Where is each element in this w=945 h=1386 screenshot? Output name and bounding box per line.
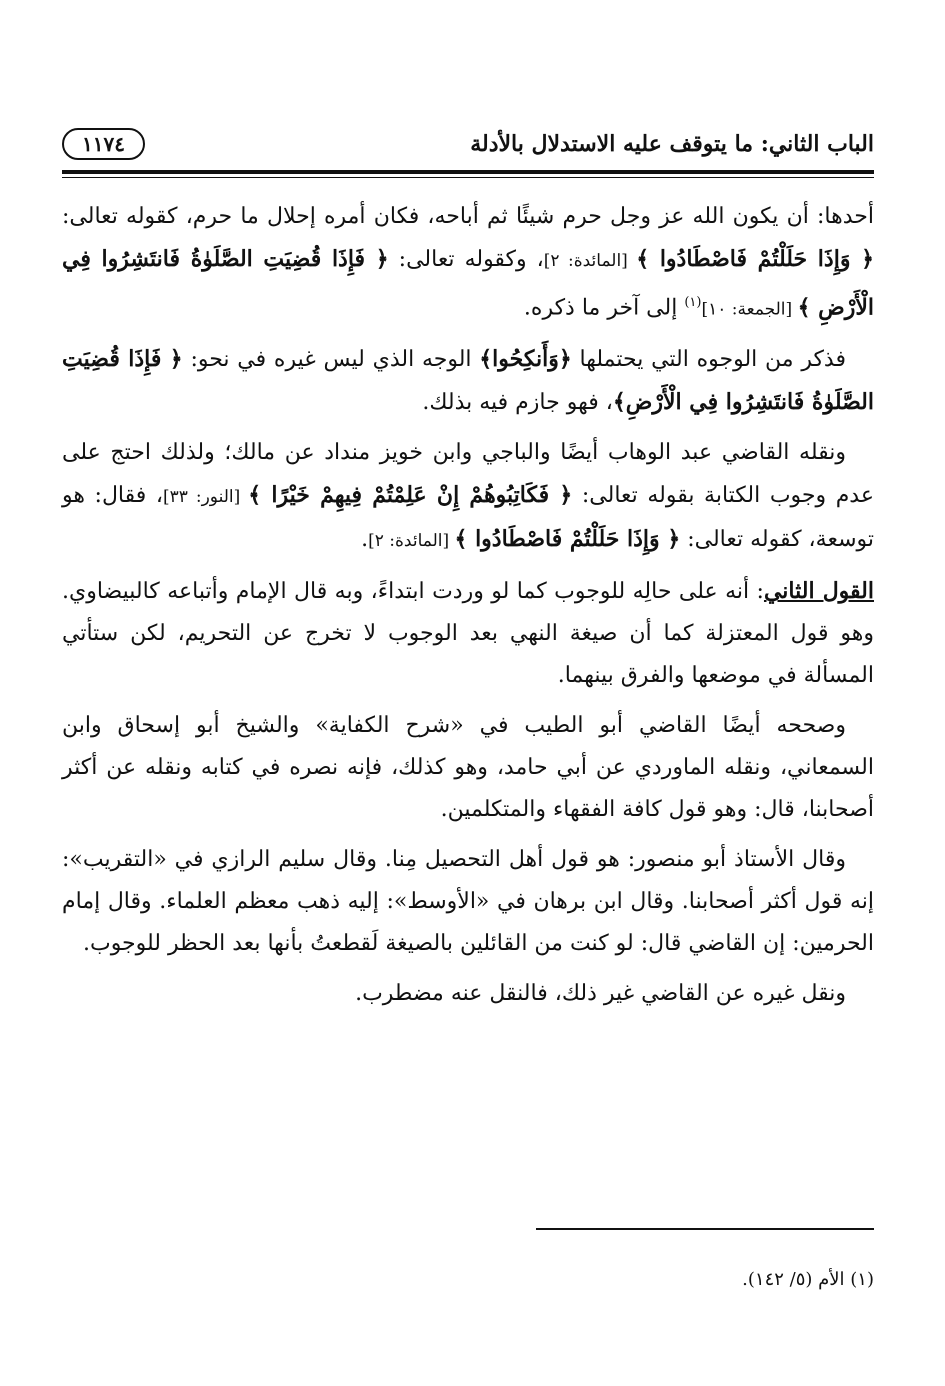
- verse-reference: [الجمعة: ١٠]: [701, 299, 798, 320]
- paragraph-2: [62, 338, 874, 424]
- footnote: (١) الأم (٥/ ١٤٢).: [742, 1269, 874, 1290]
- quran-verse: ﴿ وَإِذَا حَلَلْتُمْ فَاصْطَادُوا ﴾: [454, 526, 681, 553]
- paragraph-6: وقال الأستاذ أبو منصور: هو قول أهل التحصيل مِنا. وقال سليم الرازي في «التقريب»: إنه قول أكثر أصحابنا. وقال ابن برهان في «الأوسط»: إليه ذهب معظم العلماء. وقال إمام الحرمين: إن القاضي قال: لو كنت من القائلين بالصيغة لَقطعتُ بأنها بعد الحظر للوجوب.: [62, 847, 874, 957]
- p3-text-b: ، فقال: هو توسعة، كقوله تعالى:: [62, 483, 874, 553]
- p3-text-c: .: [361, 527, 369, 553]
- quran-verse: ﴿ وَإِذَا حَلَلْتُمْ فَاصْطَادُوا ﴾: [636, 246, 875, 272]
- quran-verse: ﴿ فَإِذَا قُضِيَتِ الصَّلَوٰةُ فَانتَشِرُوا فِي الْأَرْضِ﴾: [62, 346, 874, 416]
- page-number: ١١٧٤: [62, 128, 145, 160]
- running-header: [62, 122, 874, 166]
- p3-text-a: ونقله القاضي عبد الوهاب أيضًا والباجي وابن خويز منداد عن مالك؛ ولذلك احتج على عدم وجوب الكتابة بقوله تعالى:: [62, 440, 874, 509]
- p1-text-a: أحدها: أن يكون الله عز وجل حرم شيئًا ثم أباحه، فكان أمره إحلال ما حرم، كقوله تعالى:: [62, 204, 874, 229]
- quran-verse: ﴿وَأَنكِحُوا﴾: [479, 346, 572, 373]
- footnote-marker: (١): [684, 295, 702, 310]
- p1-text-b: ، وكقوله تعالى:: [388, 247, 544, 272]
- verse-reference: [المائدة: ٢]: [543, 251, 637, 271]
- page-body: [62, 196, 874, 1023]
- verse-reference: [المائدة: ٢]: [368, 531, 455, 552]
- running-title: الباب الثاني: ما يتوقف عليه الاستدلال بالأدلة: [470, 131, 874, 157]
- footnote-rule: [536, 1228, 874, 1230]
- quran-verse: ﴿ فَكَاتِبُوهُمْ إِنْ عَلِمْتُمْ فِيهِمْ خَيْرًا ﴾: [248, 482, 573, 509]
- paragraph-4: [62, 570, 874, 697]
- paragraph-5: وصححه أيضًا القاضي أبو الطيب في «شرح الكفاية» والشيخ أبو إسحاق وابن السمعاني، ونقله الماوردي عن أبي حامد، وهو كذلك، فإنه نصره في كتابه ونقله عن أكثر أصحابنا، قال: وهو قول كافة الفقهاء والمتكلمين.: [62, 713, 874, 823]
- p4-text: : أنه على حالِه للوجوب كما لو وردت ابتداءً، وبه قال الإمام وأتباعه كالبيضاوي. وهو قول المعتزلة كما أن صيغة النهي بعد الوجوب لا تخرج عن التحريم، لكن ستأتي المسألة في موضعها والفرق بينهما.: [62, 579, 874, 689]
- p2-text-a: فذكر من الوجوه التي يحتملها: [571, 347, 846, 373]
- section-label: القول الثاني: [763, 578, 874, 605]
- p2-text-c: ، فهو جازم فيه بذلك.: [422, 390, 613, 416]
- p1-text-c: إلى آخر ما ذكره.: [523, 295, 685, 321]
- paragraph-3: [62, 432, 874, 562]
- p2-text-b: الوجه الذي ليس غيره في نحو:: [182, 347, 480, 373]
- quran-verse: ﴿ فَإِذَا قُضِيَتِ الصَّلَوٰةُ فَانتَشِرُوا فِي الْأَرْضِ ﴾: [62, 246, 874, 321]
- header-rule-thick: [62, 170, 874, 174]
- paragraph-7: ونقل غيره عن القاضي غير ذلك، فالنقل عنه مضطرب.: [355, 981, 846, 1007]
- paragraph-1: [62, 196, 874, 330]
- header-rule-thin: [62, 177, 874, 178]
- verse-reference: [النور: ٣٣]: [162, 487, 249, 508]
